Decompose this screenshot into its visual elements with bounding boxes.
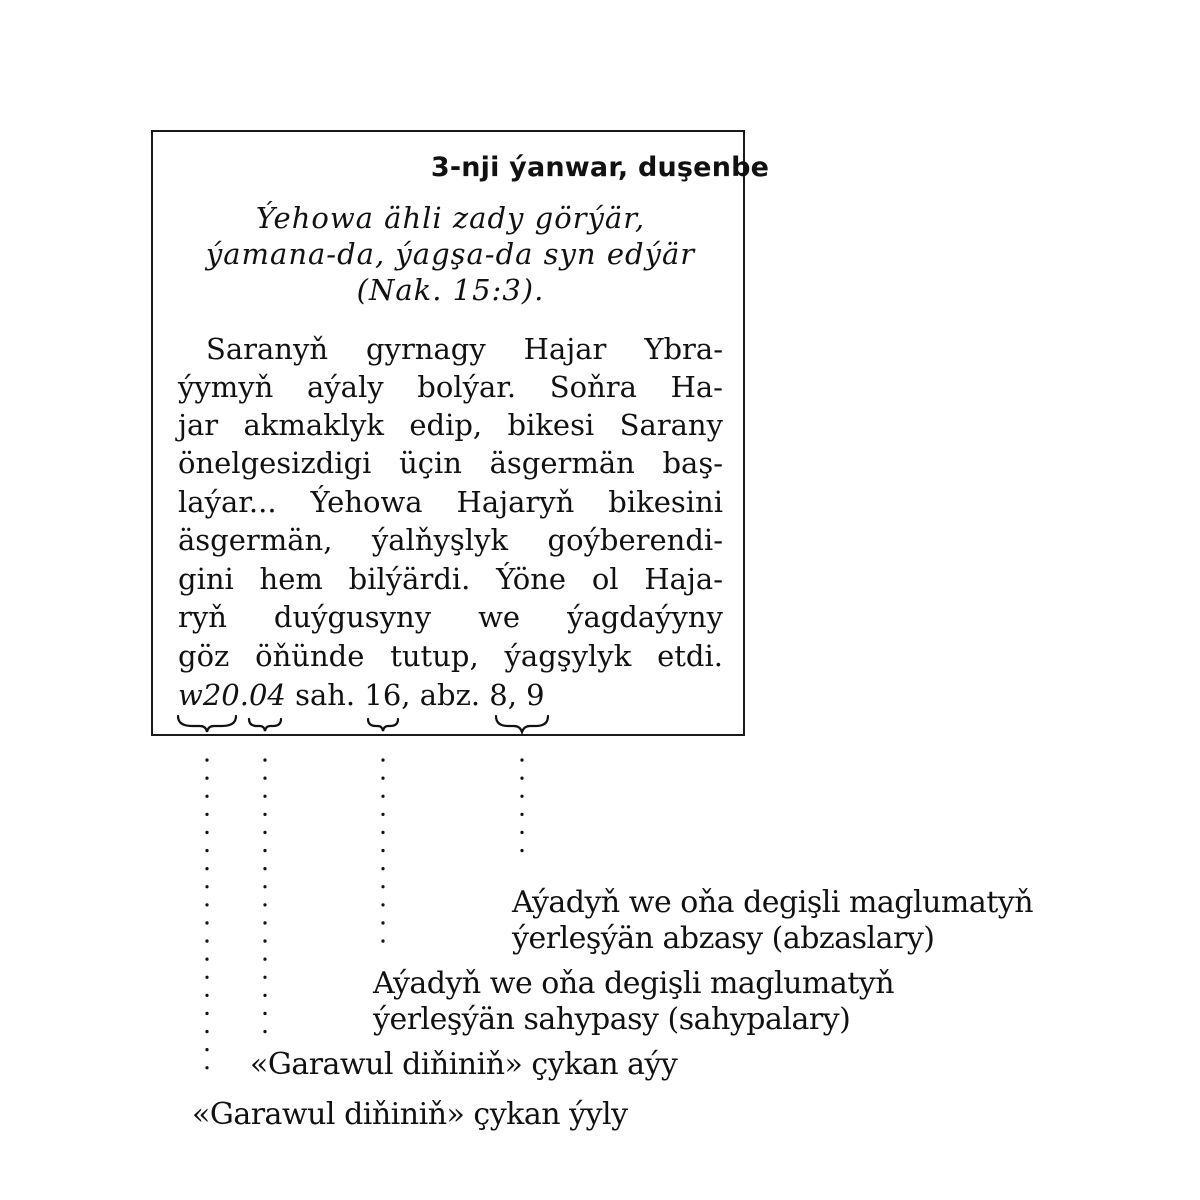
verse-line-2: ýamana-da, ýagşa-da syn edýär [205,237,696,271]
card-date: 3-nji ýanwar, duşenbe [430,152,770,183]
body-line-3: jar akmaklyk edip, bikesi Sarany [178,408,723,442]
ref-para-label: abz. [419,678,481,712]
verse-line-1: Ýehowa ähli zady görýär, [255,201,646,235]
body-line-5: laýar... Ýehowa Hajaryň bikesini [178,485,723,519]
ref-page: 16 [364,678,402,712]
body-line-9: göz öňünde tutup, ýagşylyk etdi. [178,639,723,673]
brace-page [368,719,398,731]
caption-month: «Garawul diňiniň» çykan aýy [250,1047,678,1082]
caption-page-line-1: Aýadyň we oňa degişli maglumatyň [373,966,895,1001]
brace-year [178,716,236,732]
caption-page-line-2: ýerleşýän sahypasy (sahypalary) [373,1002,851,1037]
body-line-6: äsgermän, ýalňyşlyk goýberendi- [178,523,723,557]
verse-line-3: (Nak. 15:3). [356,273,545,307]
brace-month [249,719,281,731]
ref-month: .04 [239,678,286,712]
brace-paragraph [496,716,548,732]
caption-paragraph-line-1: Aýadyň we oňa degişli maglumatyň [512,885,1034,920]
caption-paragraph-line-2: ýerleşýän abzasy (abzaslary) [512,921,935,956]
body-line-2: ýymyň aýaly bolýar. Soňra Ha- [178,370,723,404]
body-line-8: ryň duýgusyny we ýagdaýyny [178,600,723,634]
ref-year: w20 [178,678,240,712]
body-line-7: gini hem bilýärdi. Ýöne ol Haja- [178,562,723,596]
ref-paragraphs: 8, 9 [489,678,545,712]
body-line-1: Saranyň gyrnagy Hajar Ybra- [206,332,723,366]
ref-comma: , [401,678,411,712]
body-line-4: önelgesizdigi üçin äsgermän baş- [178,446,723,480]
caption-year: «Garawul diňiniň» çykan ýyly [192,1097,628,1132]
ref-page-label: sah. [295,678,356,712]
